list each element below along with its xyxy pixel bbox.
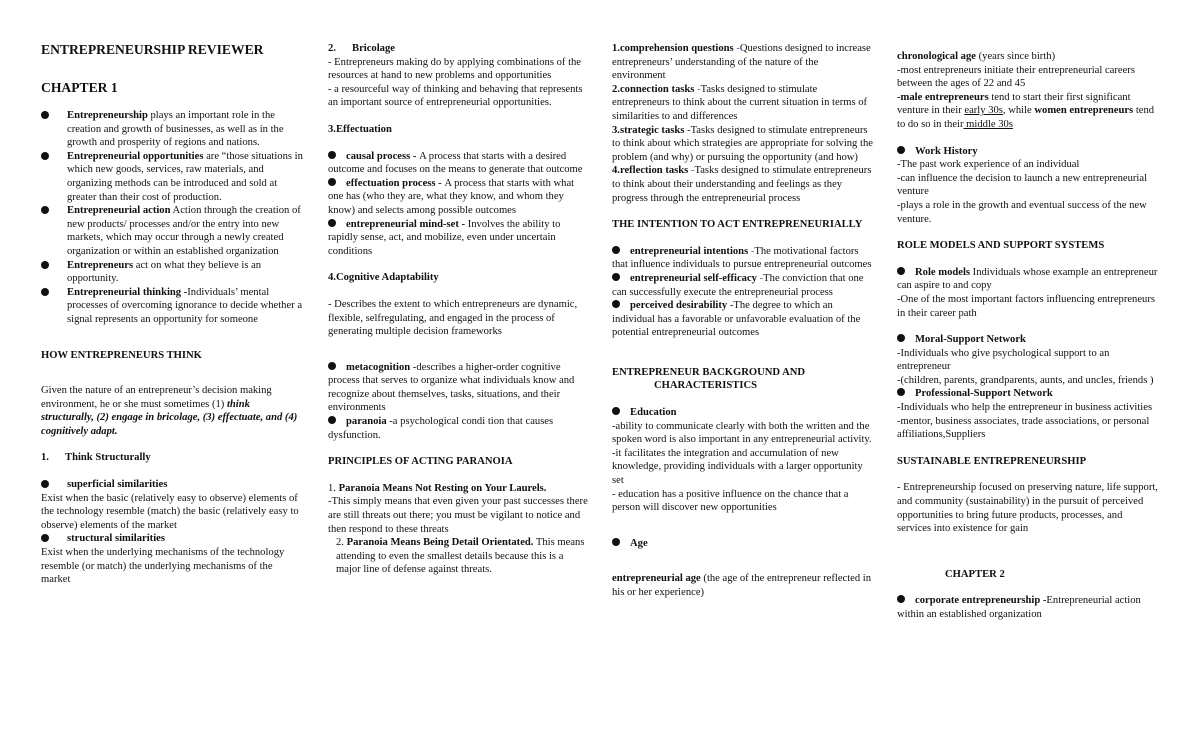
structural-definition: Exist when the underlying mechanisms of the technology resemble (or match) the underlying mechanisms of the market [41, 547, 285, 586]
underlined-age: early 30s [964, 105, 1003, 117]
bricolage-heading [328, 42, 590, 56]
term: women entrepreneurs [1034, 105, 1134, 117]
role-models-heading: ROLE MODELS AND SUPPORT SYSTEMS [897, 240, 1105, 252]
bullet-dot-icon [897, 267, 905, 275]
definition: Tasks designed to stimulate entrepreneurs to think about which strategies are appropriate for solving the problem (and why) or pursuing the opportunity (and how) [612, 124, 873, 163]
chronological-age [897, 50, 1159, 64]
term: Role models [915, 266, 971, 278]
term: entrepreneurial intentions [630, 245, 749, 257]
bullet-dot-icon [41, 534, 49, 542]
education-line-3: - education has a positive influence on the chance that a person will discover new opportunities [612, 488, 849, 514]
bullet-dot-icon [41, 261, 49, 269]
bullet-work-history [897, 145, 1159, 159]
term: paranoia [346, 416, 387, 428]
bullet-entrepreneurship [41, 109, 303, 150]
effectuation-heading: 3.Effectuation [328, 123, 392, 135]
sustainable-text: - Entrepreneurship focused on preserving nature, life support, and community (sustainability) in the pursuit of perceived opportunities to bring future products, processes, and services into existence for gain [897, 482, 1158, 535]
bullet-dot-icon [897, 146, 905, 154]
role-line-2: -One of the most important factors influencing entrepreneurs in their career path [897, 293, 1155, 319]
term: superficial similarities [67, 479, 168, 491]
definition: Questions designed to increase entrepreneurs’ understanding of the nature of the environment [612, 43, 871, 82]
term: corporate entrepreneurship - [915, 595, 1047, 607]
bullet-paranoia [328, 415, 590, 442]
heading-label: Think Structurally [65, 452, 151, 464]
bullet-mindset [328, 218, 590, 259]
how-entrepreneurs-think-heading: HOW ENTREPRENEURS THINK [41, 349, 202, 361]
gender-age-line [897, 91, 1159, 132]
term: Entrepreneurial action [67, 205, 171, 217]
list-number: 1. [328, 482, 339, 494]
how-intro [41, 384, 303, 438]
bullet-dot-icon [41, 480, 49, 488]
bullet-thinking [41, 286, 303, 327]
term: Education [630, 407, 677, 419]
definition: Action through the creation of new products/ processes and/or the entry into new markets, which may occur through a newly created organization or within an established organization [67, 205, 301, 257]
term: 1.comprehension questions [612, 43, 734, 54]
term: chronological age [897, 51, 976, 62]
definition: A process that starts with what one has (who they are, what they know, and whom they know) and selects among possible outcomes [328, 177, 575, 216]
work-line-3: -plays a role in the growth and eventual success of the new venture. [897, 199, 1147, 225]
definition: A process that starts with a desired outcome and focuses on the means to generate that outcome [328, 150, 583, 176]
definition: Tasks designed to stimulate entrepreneurs to think about their understanding and feelings as they progress through the entrepreneurial process [612, 165, 872, 204]
bricolage-text-1: - Entrepreneurs making do by applying combinations of the resources at hand to new problems and opportunities [328, 56, 582, 82]
bullet-dot-icon [328, 178, 336, 186]
prof-line-2: -mentor, business associates, trade associations, or personal affiliations,Suppliers [897, 415, 1150, 441]
bullet-metacognition [328, 361, 590, 415]
principle-title: Paranoia Means Being Detail Orientated. [346, 537, 534, 549]
document-title: ENTREPRENEURSHIP REVIEWER [41, 42, 264, 57]
bullet-dot-icon [612, 407, 620, 415]
bullet-structural [41, 532, 303, 546]
bullet-dot-icon [897, 388, 905, 396]
intro-text: Given the nature of an entrepreneur’s decision making environment, he or she must sometimes (1) [41, 385, 272, 410]
list-number: 2. [336, 537, 347, 549]
definition: Involves the ability to rapidly sense, act, and mobilize, even under uncertain conditions [328, 218, 561, 257]
term: entrepreneurial self-efficacy [630, 272, 757, 284]
bullet-dot-icon [41, 152, 49, 160]
column-1 [41, 42, 303, 587]
cognitive-adaptability-heading: 4.Cognitive Adaptability [328, 272, 439, 284]
term: structural similarities [67, 533, 165, 545]
column-3 [612, 42, 874, 600]
definition: act on what they believe is an opportunity. [67, 259, 262, 285]
bullet-professional-support [897, 387, 1159, 401]
principle-1 [328, 482, 590, 496]
definition: are “those situations in which new goods, services, raw materials, and organizing methods can be introduced and sold at greater than their cost of production. [67, 150, 303, 203]
task-comprehension: 1.comprehension questions -Questions designed to increase entrepreneurs’ understanding of the nature of the environment [612, 43, 871, 82]
term: 3.strategic tasks [612, 124, 685, 136]
bullet-effectuation [328, 177, 590, 218]
principle-2 [328, 536, 590, 577]
term: -male entrepreneurs [897, 91, 989, 103]
bullet-desirability [612, 299, 874, 340]
intro-emphasis: think structurally, (2) engage in bricolage, (3) effectuate, and (4) cognitively adapt. [41, 398, 298, 437]
bullet-dot-icon [897, 334, 905, 342]
bullet-corporate [897, 594, 1159, 621]
superficial-definition: Exist when the basic (relatively easy to observe) elements of the technology resemble (match) the basic (relatively easy to observe) elements of the market [41, 492, 299, 531]
definition: (years since birth) [975, 51, 1056, 62]
principles-heading: PRINCIPLES OF ACTING PARANOIA [328, 456, 513, 468]
term: Moral-Support Network [915, 334, 1026, 346]
chapter-2-heading: CHAPTER 2 [945, 568, 1005, 580]
task-reflection: 4.reflection tasks -Tasks designed to stimulate entrepreneurs to think about their understanding and feelings as they progress through the entrepreneurial process [612, 165, 872, 204]
definition: Individuals’ mental processes of overcoming ignorance to decide whether a signal represents an opportunity for someone [67, 286, 303, 325]
term: 4.reflection tasks [612, 165, 689, 177]
column-4 [897, 42, 1159, 622]
bullet-causal [328, 150, 590, 177]
bullet-self-efficacy: entrepreneurial self-efficacy -The conviction that one can successfully execute the entrepreneurial process [612, 272, 864, 298]
term: metacognition [346, 361, 411, 373]
text: tend to start their first significant venture in their [897, 91, 1131, 117]
cognitive-text: - Describes the extent to which entrepreneurs are dynamic, flexible, selfregulating, and engaged in the process of generating multiple decision frameworks [328, 298, 578, 338]
bricolage-text-2: - a resourceful way of thinking and behaving that represents an important source of entrepreneurial opportunities. [328, 83, 583, 109]
chapter-1-heading: CHAPTER 1 [41, 80, 118, 95]
term: Age [630, 537, 648, 549]
term: 2.connection tasks [612, 83, 695, 95]
work-line-2: -can influence the decision to launch a new entrepreneurial venture [897, 172, 1148, 198]
bullet-age [612, 537, 874, 551]
bullet-dot-icon [41, 288, 49, 296]
bullet-dot-icon [41, 206, 49, 214]
bullet-action [41, 204, 303, 258]
definition: (the age of the entrepreneur reflected in his or her experience) [612, 573, 872, 598]
text: tend to do so in their [897, 105, 1155, 130]
principle-1-text: -This simply means that even given your past successes there are still threats out there; you must be vigilant to notice and then respond to these threats [328, 496, 588, 535]
entrepreneurial-age [612, 572, 874, 599]
bullet-dot-icon [612, 273, 620, 281]
work-line-1: -The past work experience of an individual [897, 159, 1080, 171]
task-connection: 2.connection tasks -Tasks designed to stimulate entrepreneurs to think about the current situation in terms of similarities to and differences [612, 83, 868, 122]
background-heading: ENTREPRENEUR BACKGROUND AND [612, 366, 806, 378]
bullet-dot-icon [328, 362, 336, 370]
term: entrepreneurial mind-set - [346, 218, 468, 230]
education-line-1: -ability to communicate clearly with both the written and the spoken word is also important in any entrepreneurial activity. [612, 420, 872, 446]
definition: -describes a higher-order cognitive process that serves to organize what individuals know and recognize about themselves, tasks, situations, and their environments [328, 361, 575, 414]
task-strategic: 3.strategic tasks -Tasks designed to stimulate entrepreneurs to think about which strategies are appropriate for solving the problem (and why) or pursuing the opportunity (and how) [612, 124, 873, 163]
definition: plays an important role in the creation and growth of businesses, as well as in the growth and prosperity of regions and nations. [67, 110, 284, 149]
bullet-dot-icon [328, 151, 336, 159]
definition: The conviction that one can successfully execute the entrepreneurial process [612, 272, 864, 298]
definition: The motivational factors that influence individuals to pursue entrepreneurial outcomes [612, 245, 872, 271]
term: Entrepreneurs [67, 259, 134, 271]
background-heading-2: CHARACTERISTICS [654, 380, 758, 392]
heading-label: Bricolage [352, 43, 395, 54]
definition: Tasks designed to stimulate entrepreneurs to think about the current situation in terms of similarities to and differences [612, 83, 868, 122]
sustainable-heading: SUSTAINABLE ENTREPRENEURSHIP [897, 455, 1087, 467]
principle-title: Paranoia Means Not Resting on Your Laurels. [338, 482, 547, 494]
term: Professional-Support Network [915, 388, 1053, 400]
prof-line-1: -Individuals who help the entrepreneur in business activities [897, 402, 1153, 414]
bullet-moral-support [897, 333, 1159, 347]
principle-text: This means attending to even the smallest details because this is a major line of defense against threats. [336, 537, 585, 576]
term: Entrepreneurial thinking - [67, 286, 188, 298]
bullet-dot-icon [612, 300, 620, 308]
chronological-age-line-2: -most entrepreneurs initiate their entrepreneurial careers between the ages of 22 and 45 [897, 64, 1135, 90]
bullet-opportunities [41, 150, 303, 204]
term: perceived desirability [630, 300, 728, 312]
column-2 [328, 42, 590, 577]
bullet-dot-icon [41, 111, 49, 119]
bullet-superficial [41, 478, 303, 492]
definition: -The degree to which an individual has a favorable or unfavorable evaluation of the potential entrepreneurial outcomes [612, 300, 861, 339]
education-line-2: -it facilitates the integration and accumulation of new knowledge, providing individuals with a larger opportunity set [612, 447, 863, 487]
think-structurally-heading [41, 451, 303, 465]
term: effectuation process - [346, 177, 445, 189]
definition: Entrepreneurial action within an established organization [897, 595, 1141, 620]
term: Work History [915, 145, 978, 157]
bullet-dot-icon [612, 538, 620, 546]
text: , while [1002, 105, 1035, 117]
list-number: 2. [328, 43, 336, 54]
moral-line-2: -(children, parents, grandparents, aunts, and uncles, friends ) [897, 374, 1154, 386]
bullet-education [612, 406, 874, 420]
definition: Individuals whose example an entrepreneur can aspire to and copy [897, 266, 1158, 292]
definition: -a psychological condi tion that causes dysfunction. [328, 416, 554, 441]
term: Entrepreneurship [67, 110, 148, 121]
bullet-dot-icon [612, 246, 620, 254]
intention-heading: THE INTENTION TO ACT ENTREPRENEURIALLY [612, 219, 863, 231]
bullet-role-models [897, 266, 1159, 293]
bullet-entrepreneurs [41, 259, 303, 286]
bullet-dot-icon [328, 416, 336, 424]
bullet-dot-icon [328, 219, 336, 227]
moral-line-1: -Individuals who give psychological support to an entrepreneur [897, 347, 1110, 373]
term: Entrepreneurial opportunities [67, 150, 204, 162]
term: entrepreneurial age [612, 573, 701, 585]
bullet-dot-icon [897, 595, 905, 603]
list-number: 1. [41, 452, 49, 464]
term: causal process - [346, 150, 420, 162]
bullet-intentions: entrepreneurial intentions -The motivational factors that influence individuals to pursue entrepreneurial outcomes [612, 245, 872, 271]
underlined-age: middle 30s [963, 118, 1013, 130]
